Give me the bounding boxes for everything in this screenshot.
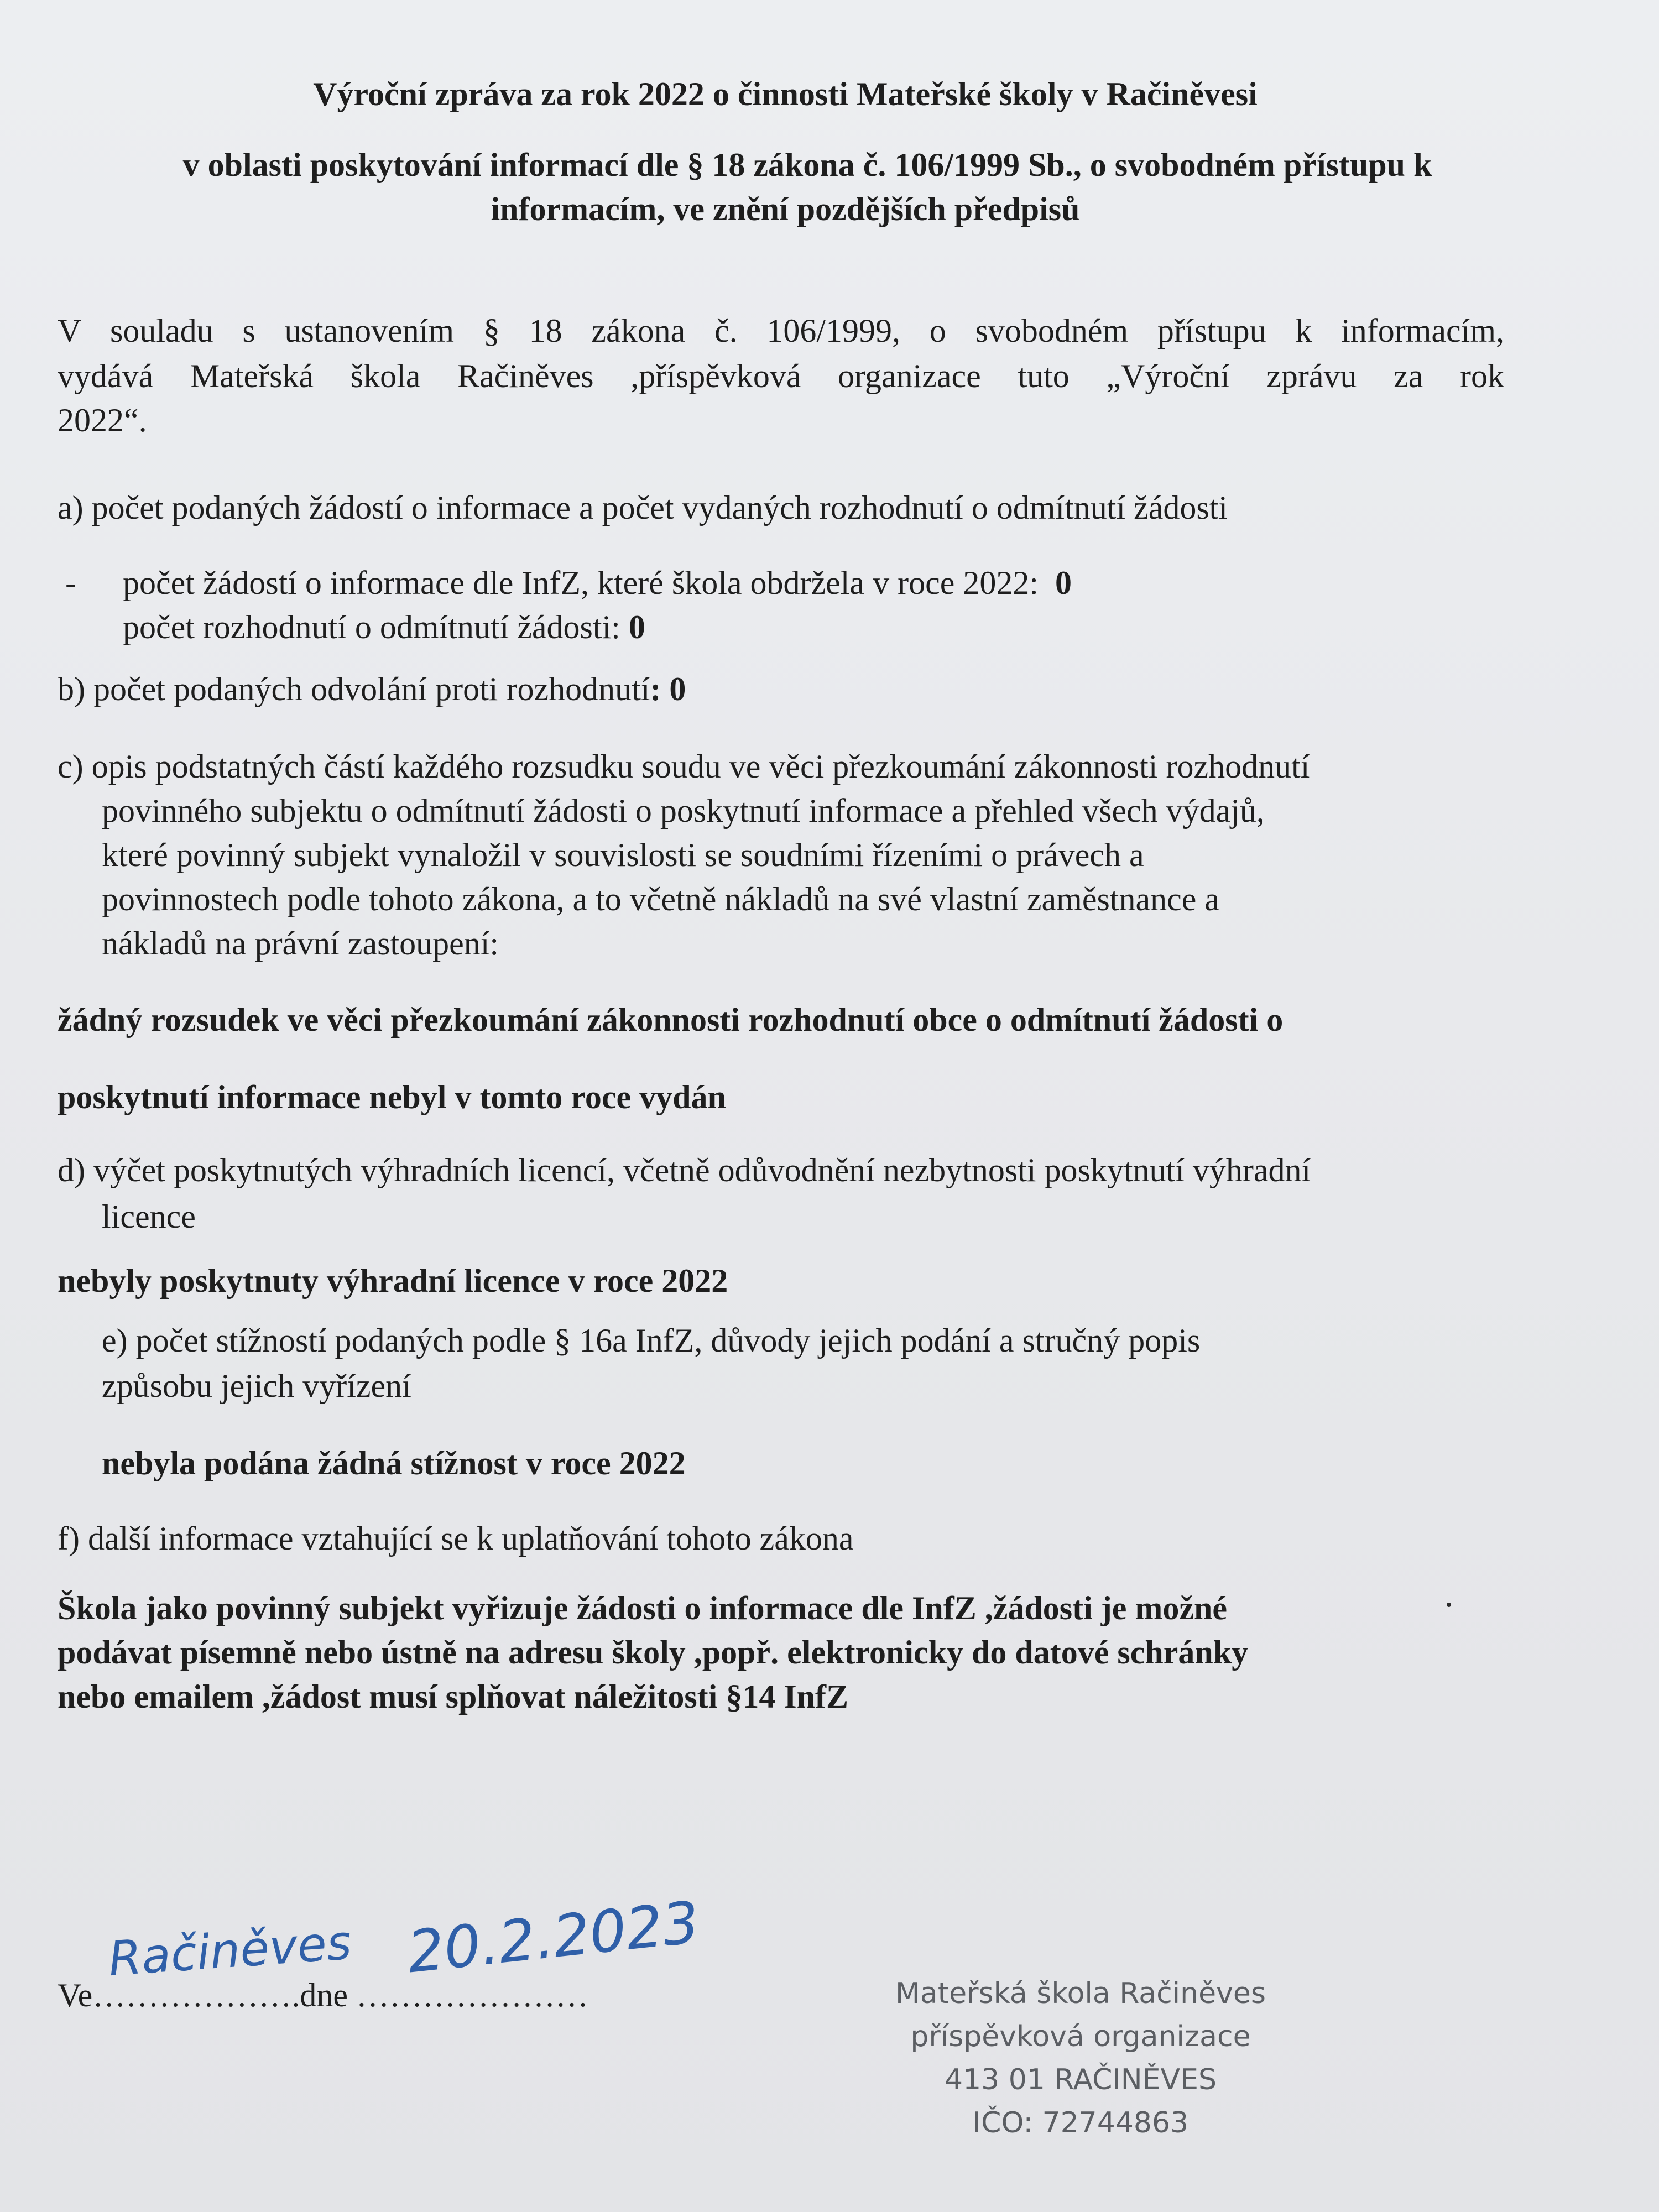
section-a-item-1 — [123, 561, 1072, 605]
section-c-line-3: které povinný subjekt vynaložil v souvislosti se soudními řízeními o právech a — [102, 837, 1144, 873]
section-c-answer-line-2: poskytnutí informace nebyl v tomto roce vydán — [58, 1079, 726, 1115]
section-b — [58, 667, 686, 711]
intro-line-3: 2022“. — [58, 402, 147, 439]
section-d-line-1: d) výčet poskytnutých výhradních licencí, včetně odůvodnění nezbytnosti poskytnutí výhradní — [58, 1152, 1311, 1188]
stamp-line-2: příspěvková organizace — [910, 2020, 1251, 2053]
section-a-item-2-label: počet rozhodnutí o odmítnutí žádosti: — [123, 609, 620, 645]
section-c-line-5: nákladů na právní zastoupení: — [102, 925, 499, 962]
intro-line-1: V souladu s ustanovením § 18 zákona č. 106/1999, o svobodném přístupu k informacím, — [58, 312, 1504, 349]
section-f-heading: f) další informace vztahující se k uplatňování tohoto zákona — [58, 1520, 854, 1557]
section-e-line-2: způsobu jejich vyřízení — [102, 1368, 411, 1404]
section-a-dash: - — [65, 565, 76, 601]
signature-place-prefix: Ve — [58, 1977, 93, 2013]
stamp-line-4: IČO: 72744863 — [972, 2106, 1189, 2140]
section-b-label: b) počet podaných odvolání proti rozhodnutí — [58, 671, 650, 707]
handwritten-place: Račiněves — [107, 1914, 353, 1987]
section-a-item-1-value: 0 — [1055, 565, 1072, 601]
section-c-line-1: c) opis podstatných částí každého rozsudku soudu ve věci přezkoumání zákonnosti rozhodnutí — [58, 748, 1310, 785]
section-c-line-4: povinnostech podle tohoto zákona, a to včetně nákladů na své vlastní zaměstnance a — [102, 881, 1219, 917]
title-line-2: v oblasti poskytování informací dle § 18 zákona č. 106/1999 Sb., o svobodném přístupu k — [182, 147, 1432, 183]
section-c-line-2: povinného subjektu o odmítnutí žádosti o poskytnutí informace a přehled všech výdajů, — [102, 792, 1265, 829]
section-e-line-1: e) počet stížností podaných podle § 16a InfZ, důvody jejich podání a stručný popis — [102, 1322, 1201, 1359]
section-b-value: : 0 — [650, 671, 686, 707]
section-a-item-2-value: 0 — [628, 609, 645, 645]
signature-date-dots: ………………… — [356, 1977, 588, 2013]
title-line-3: informacím, ve znění pozdějších předpisů — [491, 191, 1080, 227]
section-e-answer: nebyla podána žádná stížnost v roce 2022 — [102, 1445, 686, 1481]
section-c-answer-line-1: žádný rozsudek ve věci přezkoumání zákonnosti rozhodnutí obce o odmítnutí žádosti o — [58, 1001, 1284, 1038]
signature-date-label: dne — [300, 1977, 348, 2013]
school-stamp — [832, 1972, 1329, 2145]
handwritten-date: 20.2.2023 — [404, 1888, 703, 1986]
stamp-line-1: Mateřská škola Račiněves — [895, 1977, 1266, 2010]
section-f-answer-line-1: Škola jako povinný subjekt vyřizuje žádosti o informace dle InfZ ,žádosti je možné — [58, 1590, 1227, 1626]
section-a-item-2 — [123, 605, 645, 649]
title-line-1: Výroční zpráva za rok 2022 o činnosti Mateřské školy v Račiněvesi — [313, 76, 1258, 112]
section-d-answer: nebyly poskytnuty výhradní licence v roce 2022 — [58, 1262, 728, 1299]
intro-line-2: vydává Mateřská škola Račiněves ,příspěvková organizace tuto „Výroční zprávu za rok — [58, 358, 1504, 394]
section-d-line-2: licence — [102, 1198, 196, 1235]
stamp-line-3: 413 01 RAČINĚVES — [945, 2063, 1217, 2096]
stray-dot — [1447, 1603, 1451, 1607]
section-a-heading: a) počet podaných žádostí o informace a počet vydaných rozhodnutí o odmítnutí žádosti — [58, 489, 1228, 526]
section-f-answer-line-2: podávat písemně nebo ústně na adresu školy ,popř. elektronicky do datové schránky — [58, 1634, 1249, 1671]
signature-place-dots: ………………. — [92, 1977, 300, 2013]
section-a-item-1-label: počet žádostí o informace dle InfZ, které škola obdržela v roce 2022: — [123, 565, 1039, 601]
section-f-answer-line-3: nebo emailem ,žádost musí splňovat náležitosti §14 InfZ — [58, 1678, 849, 1715]
